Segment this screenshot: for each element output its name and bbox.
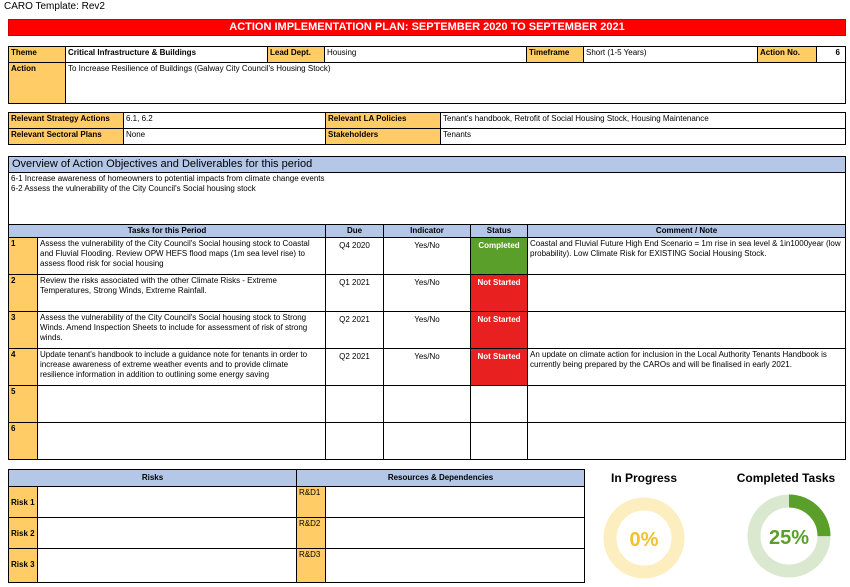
status-badge: Not Started bbox=[470, 311, 528, 349]
action-value: To Increase Resilience of Buildings (Galway City Council's Housing Stock) bbox=[65, 62, 846, 104]
task-number: 6 bbox=[8, 422, 38, 460]
task-comment: An update on climate action for inclusion in the Local Authority Tenants Handbook is currently being prepared by the CAROs and will be finalised in early 2021. bbox=[527, 348, 846, 386]
resource-label: R&D2 bbox=[296, 517, 326, 549]
risk-label: Risk 3 bbox=[8, 548, 38, 583]
status-badge: Not Started bbox=[470, 348, 528, 386]
action-no-label: Action No. bbox=[757, 46, 817, 63]
la-policies-value: Tenant's handbook, Retrofit of Social Housing Stock, Housing Maintenance bbox=[440, 112, 846, 129]
task-due: Q4 2020 bbox=[325, 237, 384, 275]
completed-tasks-gauge bbox=[739, 486, 839, 586]
task-comment bbox=[527, 422, 846, 460]
task-comment bbox=[527, 274, 846, 312]
resource-label: R&D1 bbox=[296, 486, 326, 518]
risk-label: Risk 2 bbox=[8, 517, 38, 549]
action-no-value: 6 bbox=[816, 46, 846, 63]
timeframe-value: Short (1-5 Years) bbox=[583, 46, 758, 63]
task-text bbox=[37, 385, 326, 423]
resources-heading: Resources & Dependencies bbox=[296, 469, 585, 487]
task-due: Q1 2021 bbox=[325, 274, 384, 312]
task-due bbox=[325, 385, 384, 423]
sectoral-plans-value: None bbox=[123, 128, 326, 145]
lead-dept-label: Lead Dept. bbox=[267, 46, 325, 63]
task-comment bbox=[527, 311, 846, 349]
task-due bbox=[325, 422, 384, 460]
due-header: Due bbox=[325, 224, 384, 238]
status-badge: Not Started bbox=[470, 274, 528, 312]
task-number: 5 bbox=[8, 385, 38, 423]
status-badge bbox=[470, 385, 528, 423]
overview-heading: Overview of Action Objectives and Deliverables for this period bbox=[8, 156, 846, 173]
task-number: 2 bbox=[8, 274, 38, 312]
overview-body bbox=[8, 172, 846, 224]
template-label: CARO Template: Rev2 bbox=[4, 1, 105, 12]
timeframe-label: Timeframe bbox=[526, 46, 584, 63]
resource-value bbox=[325, 517, 585, 549]
task-due: Q2 2021 bbox=[325, 348, 384, 386]
risk-value bbox=[37, 486, 297, 518]
lead-dept-value: Housing bbox=[324, 46, 527, 63]
risks-heading: Risks bbox=[8, 469, 297, 487]
task-comment: Coastal and Fluvial Future High End Scenario = 1m rise in sea level & 1in1000year (low probability). Low Climate Risk for EXISTING Social Housing Stock. bbox=[527, 237, 846, 275]
action-label: Action bbox=[8, 62, 66, 104]
risk-value bbox=[37, 548, 297, 583]
task-number: 1 bbox=[8, 237, 38, 275]
completed-tasks-title: Completed Tasks bbox=[736, 471, 836, 485]
indicator-header: Indicator bbox=[383, 224, 471, 238]
status-header: Status bbox=[470, 224, 528, 238]
resource-label: R&D3 bbox=[296, 548, 326, 583]
task-indicator: Yes/No bbox=[383, 237, 471, 275]
sectoral-plans-label: Relevant Sectoral Plans bbox=[8, 128, 124, 145]
completed-tasks-label: 25% bbox=[768, 527, 810, 549]
task-text: Assess the vulnerability of the City Council's Social housing stock to Strong Winds. Amend Inspection Sheets to include for assessment of risk of strong winds. bbox=[37, 311, 326, 349]
theme-value: Critical Infrastructure & Buildings bbox=[65, 46, 268, 63]
status-badge: Completed bbox=[470, 237, 528, 275]
task-indicator: Yes/No bbox=[383, 311, 471, 349]
overview-line-2: 6-2 Assess the vulnerability of the City Council's Social housing stock bbox=[11, 184, 256, 193]
in-progress-title: In Progress bbox=[610, 471, 678, 485]
strategy-actions-value: 6.1, 6.2 bbox=[123, 112, 326, 129]
task-text: Update tenant's handbook to include a guidance note for tenants in order to increase awareness of extreme weather events and to provide climate resilience information in addition to outlining some energy saving bbox=[37, 348, 326, 386]
stakeholders-value: Tenants bbox=[440, 128, 846, 145]
risk-label: Risk 1 bbox=[8, 486, 38, 518]
task-indicator: Yes/No bbox=[383, 348, 471, 386]
overview-line-1: 6-1 Increase awareness of homeowners to potential impacts from climate change events bbox=[11, 174, 325, 183]
risk-value bbox=[37, 517, 297, 549]
comment-header: Comment / Note bbox=[527, 224, 846, 238]
theme-label: Theme bbox=[8, 46, 66, 63]
task-number: 3 bbox=[8, 311, 38, 349]
title-banner bbox=[8, 19, 846, 36]
resource-value bbox=[325, 486, 585, 518]
task-text bbox=[37, 422, 326, 460]
la-policies-label: Relevant LA Policies bbox=[325, 112, 441, 129]
in-progress-label: 0% bbox=[629, 529, 659, 551]
task-text: Assess the vulnerability of the City Council's Social housing stock to Coastal and Fluvial Flooding. Review OPW HEFS flood maps (1m sea level rise) to assess flood risk for social housing bbox=[37, 237, 326, 275]
resource-value bbox=[325, 548, 585, 583]
tasks-header: Tasks for this Period bbox=[8, 224, 326, 238]
task-number: 4 bbox=[8, 348, 38, 386]
in-progress-gauge bbox=[596, 490, 692, 586]
status-badge bbox=[470, 422, 528, 460]
task-text: Review the risks associated with the other Climate Risks - Extreme Temperatures, Strong Winds, Extreme Rainfall. bbox=[37, 274, 326, 312]
page-title: ACTION IMPLEMENTATION PLAN: SEPTEMBER 2020 TO SEPTEMBER 2021 bbox=[229, 21, 625, 33]
strategy-actions-label: Relevant Strategy Actions bbox=[8, 112, 124, 129]
task-indicator: Yes/No bbox=[383, 274, 471, 312]
stakeholders-label: Stakeholders bbox=[325, 128, 441, 145]
task-indicator bbox=[383, 385, 471, 423]
task-due: Q2 2021 bbox=[325, 311, 384, 349]
task-comment bbox=[527, 385, 846, 423]
task-indicator bbox=[383, 422, 471, 460]
